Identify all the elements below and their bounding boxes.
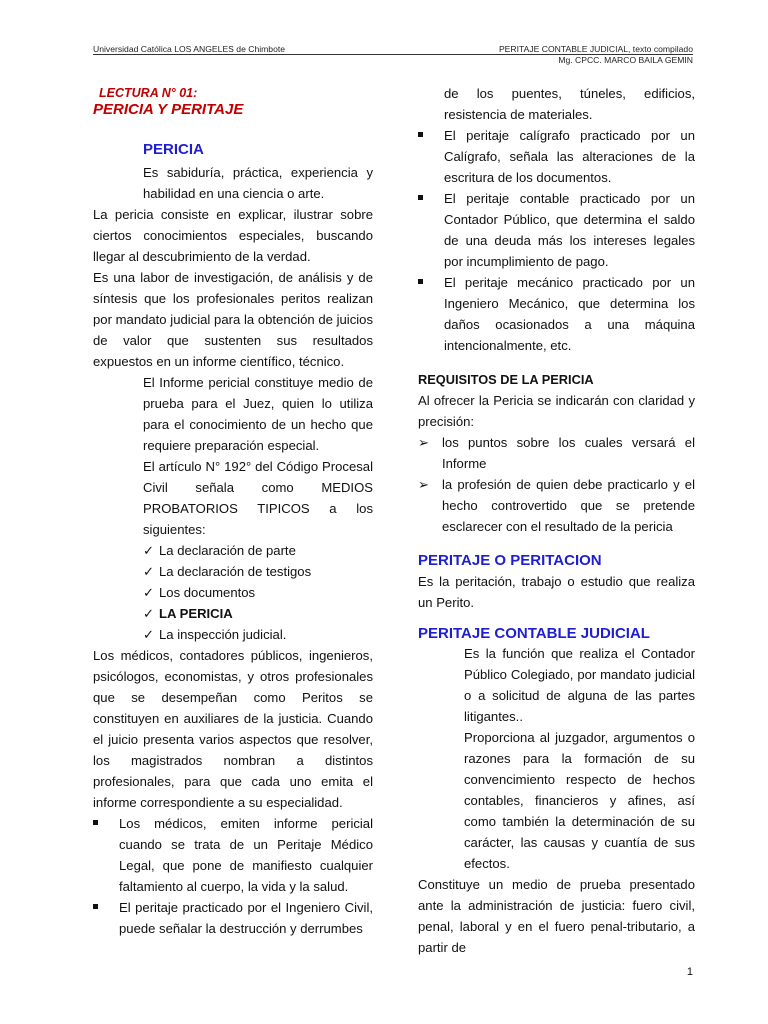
bullet-icon bbox=[93, 904, 98, 909]
list-item: ✓ La declaración de parte bbox=[93, 540, 373, 561]
arrow-icon: ➢ bbox=[418, 435, 429, 450]
paragraph: Es sabiduría, práctica, experiencia y habilidad en una ciencia o arte. bbox=[143, 165, 373, 201]
list-item: ✓ Los documentos bbox=[93, 582, 373, 603]
paragraph: de los puentes, túneles, edificios, resistencia de materiales. bbox=[444, 86, 695, 122]
paragraph: Proporciona al juzgador, argumentos o razones para la formación de su convencimiento respecto de hechos contables, financieros y afines, así como también la determinación de su carácter, las causas y cuantía de sus efectos. bbox=[464, 730, 695, 871]
header-author: Mg. CPCC. MARCO BAILA GEMIN bbox=[558, 55, 693, 65]
paragraph: Constituye un medio de prueba presentado ante la administración de justicia: fuero civil, penal, laboral y en el fuero penal-tributario, a partir de bbox=[418, 877, 695, 955]
lectura-title: PERICIA Y PERITAJE bbox=[93, 101, 244, 118]
bullet-icon bbox=[418, 279, 423, 284]
lectura-label: LECTURA N° 01: bbox=[99, 86, 198, 100]
paragraph: El artículo N° 192° del Código Procesal Civil señala como MEDIOS PROBATORIOS TIPICOS a los siguientes: bbox=[143, 459, 373, 537]
check-icon: ✓ bbox=[143, 564, 154, 579]
arrow-item: ➢ la profesión de quien debe practicarlo y el hecho controvertido que se pretende esclarecer con el resultado de la pericia bbox=[418, 474, 695, 537]
list-item: ✓ La inspección judicial. bbox=[93, 624, 373, 645]
heading-peritaje-contable: PERITAJE CONTABLE JUDICIAL bbox=[418, 625, 650, 642]
paragraph: El Informe pericial constituye medio de prueba para el Juez, quien lo utiliza para el conocimiento de un hecho que requiere preparación especial. bbox=[143, 375, 373, 453]
heading-requisitos: REQUISITOS DE LA PERICIA bbox=[418, 372, 594, 387]
heading-pericia: PERICIA bbox=[143, 141, 204, 158]
check-icon: ✓ bbox=[143, 543, 154, 558]
paragraph: La pericia consiste en explicar, ilustrar sobre ciertos conocimientos especiales, buscando llegar al descubrimiento de la verdad. bbox=[93, 207, 373, 264]
paragraph: Es la función que realiza el Contador Público Colegiado, por mandato judicial o a solicitud de alguna de las partes litigantes.. bbox=[464, 646, 695, 724]
check-icon: ✓ bbox=[143, 606, 154, 621]
bullet-icon bbox=[418, 132, 423, 137]
check-icon: ✓ bbox=[143, 627, 154, 642]
heading-peritaje: PERITAJE O PERITACION bbox=[418, 552, 602, 569]
arrow-item: ➢ los puntos sobre los cuales versará el Informe bbox=[418, 432, 695, 474]
header-document-title: PERITAJE CONTABLE JUDICIAL, texto compilado bbox=[498, 44, 693, 54]
bullet-item: Los médicos, emiten informe pericial cuando se trata de un Peritaje Médico Legal, que pone de manifiesto cualquier faltamiento al cuerpo, la vida y la salud. bbox=[93, 813, 373, 897]
bullet-icon bbox=[93, 820, 98, 825]
paragraph: Es una labor de investigación, de análisis y de síntesis que los profesionales peritos realizan por mandato judicial para la obtención de juicios de valor que sustenten sus resultados expuestos en un informe científico, técnico. bbox=[93, 270, 373, 369]
page-number: 1 bbox=[686, 966, 693, 978]
list-item: ✓ La declaración de testigos bbox=[93, 561, 373, 582]
bullet-item: El peritaje mecánico practicado por un Ingeniero Mecánico, que determina los daños ocasionados a una máquina intencionalmente, etc. bbox=[418, 272, 695, 356]
bullet-icon bbox=[418, 195, 423, 200]
arrow-icon: ➢ bbox=[418, 477, 429, 492]
bullet-item: El peritaje calígrafo practicado por un Calígrafo, señala las alteraciones de la escritura de los documentos. bbox=[418, 125, 695, 188]
bullet-item: El peritaje practicado por el Ingeniero Civil, puede señalar la destrucción y derrumbes bbox=[93, 897, 373, 939]
paragraph: Es la peritación, trabajo o estudio que realiza un Perito. bbox=[418, 574, 695, 610]
paragraph: Al ofrecer la Pericia se indicarán con claridad y precisión: bbox=[418, 393, 695, 429]
right-column bbox=[418, 83, 695, 958]
paragraph: Los médicos, contadores públicos, ingenieros, psicólogos, economistas, y otros profesionales que se desempeñan como Peritos se constituyen en auxiliares de la justicia. Cuando el juicio presenta varios aspectos que resolver, los magistrados nombran a distintos profesionales, para que cada uno emita el informe correspondiente a su especialidad. bbox=[93, 648, 373, 810]
check-icon: ✓ bbox=[143, 585, 154, 600]
bullet-item: El peritaje contable practicado por un Contador Público, que determina el saldo de una deuda más los intereses legales por incumplimiento de pago. bbox=[418, 188, 695, 272]
left-column bbox=[93, 83, 373, 939]
list-item: ✓ LA PERICIA bbox=[93, 603, 373, 624]
header-institution: Universidad Católica LOS ANGELES de Chimbote bbox=[93, 44, 286, 54]
